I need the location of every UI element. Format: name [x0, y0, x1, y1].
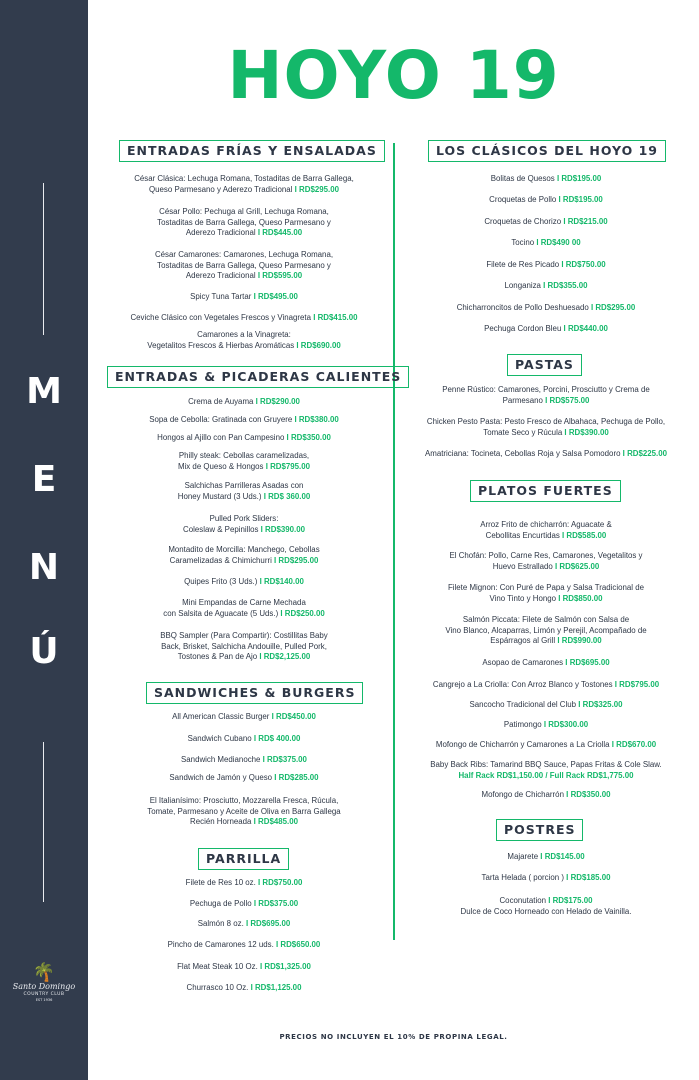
- menu-item: Sandwich de Jamón y Queso I RD$285.00: [169, 773, 319, 782]
- menu-item: Sandwich Cubano I RD$ 400.00: [187, 734, 301, 743]
- section-header-parrilla: PARRILLA: [198, 848, 289, 870]
- club-logo: [0, 964, 88, 1003]
- menu-item: Mini Empandas de Carne Mechada con Salsita de Aguacate (5 Uds.) I RD$250.00: [163, 598, 325, 618]
- section-header-entradas-calientes: ENTRADAS & PICADERAS CALIENTES: [107, 366, 409, 388]
- menu-item: Chicharroncitos de Pollo Deshuesado I RD$295.00: [456, 303, 636, 312]
- menu-item: Pincho de Camarones 12 uds. I RD$650.00: [167, 940, 321, 949]
- menu-item: Quipes Frito (3 Uds.) I RD$140.00: [184, 577, 304, 586]
- menu-item: Coconutation I RD$175.00 Dulce de Coco Horneado con Helado de Vainilla.: [460, 896, 632, 916]
- menu-item: Pulled Pork Sliders: Coleslaw & Pepinillos I RD$390.00: [183, 514, 305, 534]
- menu-item: Mofongo de Chicharrón I RD$350.00: [481, 790, 611, 799]
- menu-item: Bolitas de Quesos I RD$195.00: [490, 174, 602, 183]
- menu-item: Chicken Pesto Pasta: Pesto Fresco de Albahaca, Pechuga de Pollo, Tomate Seco y Rúcula I RD$390.00: [426, 417, 666, 437]
- menu-item: Filete Mignon: Con Puré de Papa y Salsa Tradicional de Vino Tinto y Hongo I RD$850.00: [447, 583, 645, 603]
- sidebar-letter-u: Ú: [29, 631, 59, 672]
- menu-item: Flat Meat Steak 10 Oz. I RD$1,325.00: [177, 962, 311, 971]
- menu-item: Salmón Piccata: Filete de Salmón con Salsa de Vino Blanco, Alcaparras, Limón y Perejil, Acompañado de Espárragos al Grill I RD$990.00: [445, 615, 647, 645]
- section-header-postres: POSTRES: [496, 819, 583, 841]
- menu-item: Tocino I RD$490 00: [511, 238, 581, 247]
- sidebar: [0, 0, 88, 1080]
- menu-item: César Clásica: Lechuga Romana, Tostaditas de Barra Gallega, Queso Parmesano y Aderezo Tradicional I RD$295.00: [134, 174, 354, 194]
- menu-item: Sancocho Tradicional del Club I RD$325.00: [469, 700, 623, 709]
- sidebar-letter-m: M: [26, 371, 62, 412]
- menu-item: Hongos al Ajillo con Pan Campesino I RD$350.00: [157, 433, 331, 442]
- menu-item: Longaniza I RD$355.00: [504, 281, 588, 290]
- menu-item: Churrasco 10 Oz. I RD$1,125.00: [186, 983, 302, 992]
- column-divider: [393, 143, 395, 940]
- menu-item: Montadito de Morcilla: Manchego, Cebollas Caramelizadas & Chimichurri I RD$295.00: [168, 545, 320, 565]
- menu-item: Pechuga de Pollo I RD$375.00: [189, 899, 299, 908]
- menu-item: BBQ Sampler (Para Compartir): Costillitas Baby Back, Brisket, Salchicha Andouille, Pulled Pork, Tostones & Pan de Ajo I RD$2,125.00: [160, 631, 328, 661]
- menu-item: Salchichas Parrilleras Asadas con Honey Mustard (3 Uds.) I RD$ 360.00: [177, 481, 311, 501]
- menu-item: Penne Rústico: Camarones, Porcini, Prosciutto y Crema de Parmesano I RD$575.00: [442, 385, 650, 405]
- section-header-platos-fuertes: PLATOS FUERTES: [470, 480, 621, 502]
- menu-item: Crema de Auyama I RD$290.00: [188, 397, 300, 406]
- sidebar-letter-e: E: [31, 459, 57, 500]
- menu-item: Majarete I RD$145.00: [507, 852, 585, 861]
- menu-item: Sopa de Cebolla: Gratinada con Gruyere I RD$380.00: [149, 415, 339, 424]
- logo-line-3: EST 1936: [35, 998, 53, 1002]
- menu-item: Patimongo I RD$300.00: [503, 720, 589, 729]
- footer-note: PRECIOS NO INCLUYEN EL 10% DE PROPINA LEGAL.: [279, 1033, 508, 1041]
- palm-icon: 🌴: [32, 962, 56, 983]
- menu-item: César Camarones: Camarones, Lechuga Romana, Tostaditas de Barra Gallega, Queso Parmesano y Aderezo Tradicional I RD$595.00: [154, 250, 334, 280]
- menu-item: Salmón 8 oz. I RD$695.00: [197, 919, 291, 928]
- menu-item: Baby Back Ribs: Tamarind BBQ Sauce, Papas Fritas & Cole Slaw. Half Rack RD$1,150.00 / Full Rack RD$1,775.00: [430, 760, 662, 780]
- menu-item: El Italianísimo: Prosciutto, Mozzarella Fresca, Rúcula, Tomate, Parmesano y Aceite de Oliva en Barra Gallega Recién Horneada I RD$485.00: [147, 796, 341, 826]
- menu-item: Philly steak: Cebollas caramelizadas, Mix de Queso & Hongos I RD$795.00: [177, 451, 311, 471]
- menu-item: César Pollo: Pechuga al Grill, Lechuga Romana, Tostaditas de Barra Gallega, Queso Parmesano y Aderezo Tradicional I RD$445.00: [157, 207, 331, 237]
- sidebar-top-line: [43, 183, 44, 335]
- section-header-clasicos: LOS CLÁSICOS DEL HOYO 19: [428, 140, 666, 162]
- menu-item: All American Classic Burger I RD$450.00: [172, 712, 316, 721]
- logo-line-2: COUNTRY CLUB: [23, 992, 65, 997]
- logo-line-1: Santo Domingo: [12, 982, 76, 991]
- menu-item: Sandwich Medianoche I RD$375.00: [181, 755, 307, 764]
- menu-item: Camarones a la Vinagreta: Vegetalitos Frescos & Hierbas Aromáticas I RD$690.00: [147, 330, 341, 350]
- menu-item: Croquetas de Chorizo I RD$215.00: [484, 217, 608, 226]
- menu-item: Arroz Frito de chicharrón: Aguacate & Cebollitas Encurtidas I RD$585.00: [480, 520, 612, 540]
- menu-item: Mofongo de Chicharrón y Camarones a La Criolla I RD$670.00: [435, 740, 657, 749]
- menu-item: Cangrejo a La Criolla: Con Arroz Blanco y Tostones I RD$795.00: [432, 680, 660, 689]
- menu-item: Spicy Tuna Tartar I RD$495.00: [190, 292, 298, 301]
- section-header-entradas-frias: ENTRADAS FRÍAS Y ENSALADAS: [119, 140, 385, 162]
- section-header-sandwiches: SANDWICHES & BURGERS: [146, 682, 363, 704]
- menu-item: Pechuga Cordon Bleu I RD$440.00: [484, 324, 608, 333]
- menu-item: Ceviche Clásico con Vegetales Frescos y Vinagreta I RD$415.00: [130, 313, 358, 322]
- menu-item: Filete de Res 10 oz. I RD$750.00: [185, 878, 303, 887]
- sidebar-bottom-line: [43, 742, 44, 902]
- menu-item: Tarta Helada ( porcion ) I RD$185.00: [481, 873, 611, 882]
- menu-item: Filete de Res Picado I RD$750.00: [486, 260, 606, 269]
- sidebar-letter-n: N: [28, 547, 60, 588]
- menu-item: Croquetas de Pollo I RD$195.00: [489, 195, 603, 204]
- menu-item: Asopao de Camarones I RD$695.00: [482, 658, 610, 667]
- section-header-pastas: PASTAS: [507, 354, 582, 376]
- page-title: HOYO 19: [227, 37, 560, 114]
- menu-item: El Chofán: Pollo, Carne Res, Camarones, Vegetalitos y Huevo Estrallado I RD$625.00: [449, 551, 643, 571]
- menu-item: Amatriciana: Tocineta, Cebollas Roja y Salsa Pomodoro I RD$225.00: [425, 449, 667, 458]
